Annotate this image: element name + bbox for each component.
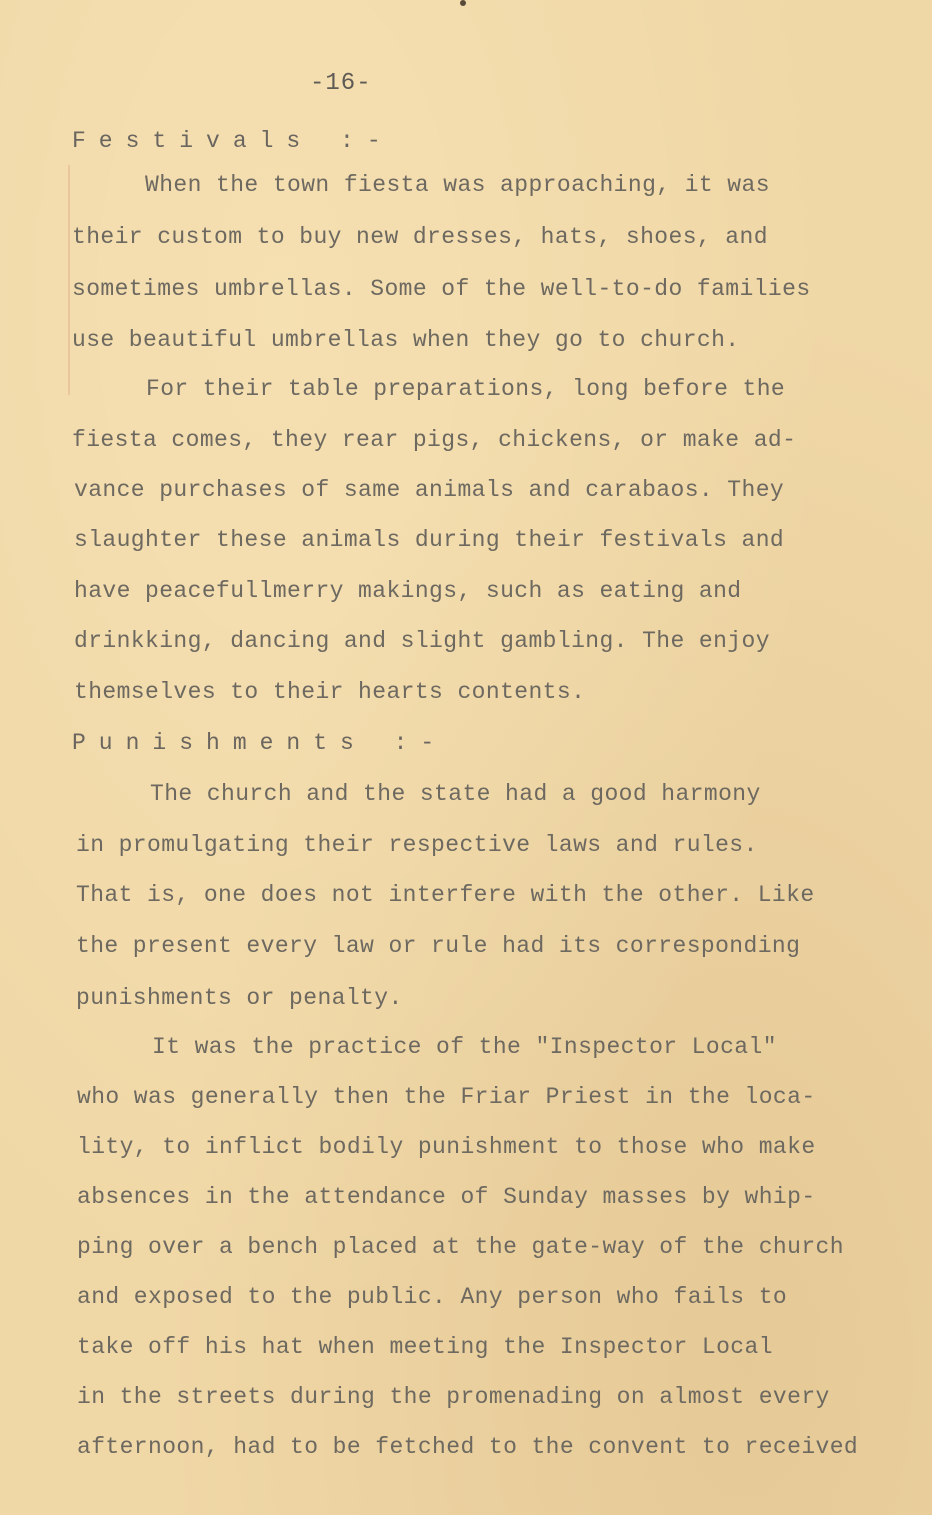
text-line: in the streets during the promenading on almost every <box>77 1384 830 1410</box>
section-heading-punishments: Punishments :- <box>72 730 448 756</box>
text-line: That is, one does not interfere with the other. Like <box>76 882 815 908</box>
text-line: drinkking, dancing and slight gambling. The enjoy <box>74 628 770 654</box>
text-line: themselves to their hearts contents. <box>74 679 586 705</box>
text-line: use beautiful umbrellas when they go to church. <box>72 327 740 353</box>
text-line: have peacefullmerry makings, such as eating and <box>74 578 742 604</box>
text-line: and exposed to the public. Any person who fails to <box>77 1284 788 1310</box>
text-line: slaughter these animals during their festivals and <box>74 527 785 553</box>
text-line: When the town fiesta was approaching, it was <box>145 172 770 198</box>
text-line: absences in the attendance of Sunday masses by whip- <box>77 1184 816 1210</box>
text-line: fiesta comes, they rear pigs, chickens, or make ad- <box>72 427 797 453</box>
ink-speck <box>460 0 466 6</box>
text-line: vance purchases of same animals and carabaos. They <box>74 477 785 503</box>
text-line: For their table preparations, long before the <box>146 376 786 402</box>
text-line: take off his hat when meeting the Inspector Local <box>77 1334 773 1360</box>
text-line: It was the practice of the "Inspector Local" <box>152 1034 777 1060</box>
text-line: who was generally then the Friar Priest in the loca- <box>77 1084 816 1110</box>
text-line: The church and the state had a good harmony <box>150 781 761 807</box>
text-line: afternoon, had to be fetched to the convent to received <box>77 1434 859 1460</box>
margin-stain <box>68 165 70 395</box>
text-line: lity, to inflict bodily punishment to those who make <box>77 1134 816 1160</box>
section-heading-festivals: Festivals :- <box>72 128 394 154</box>
page-number: -16- <box>310 70 372 97</box>
text-line: punishments or penalty. <box>76 985 403 1011</box>
text-line: their custom to buy new dresses, hats, shoes, and <box>72 224 768 250</box>
text-line: sometimes umbrellas. Some of the well-to-do families <box>72 276 811 302</box>
text-line: the present every law or rule had its corresponding <box>76 933 801 959</box>
text-line: in promulgating their respective laws and rules. <box>76 832 758 858</box>
text-line: ping over a bench placed at the gate-way of the church <box>77 1234 844 1260</box>
